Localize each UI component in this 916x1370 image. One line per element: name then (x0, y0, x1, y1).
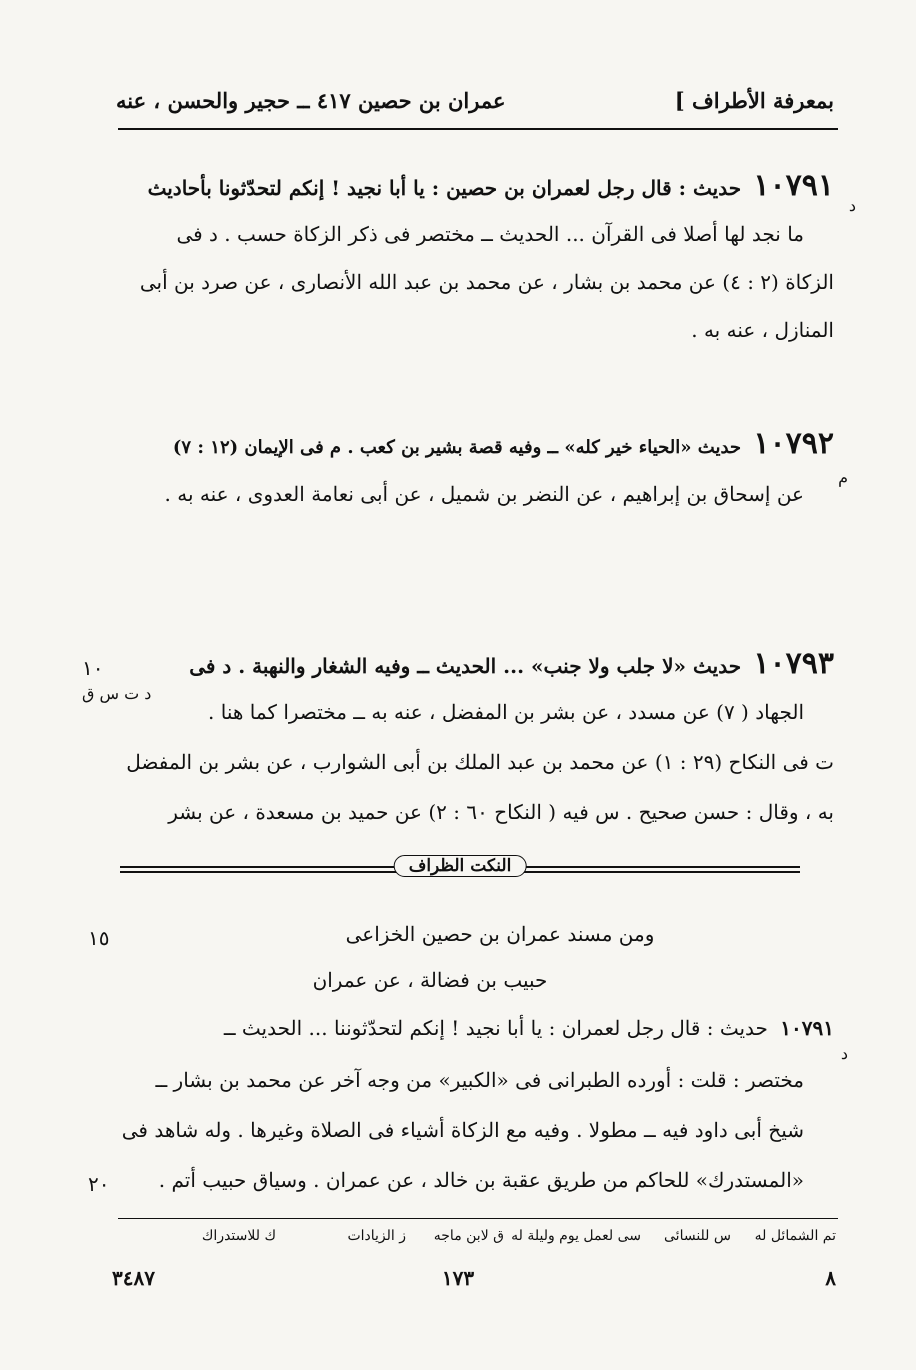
hadith-text-line: ما نجد لها أصلا فى القرآن ... الحديث ــ مختصر فى ذكر الزكاة حسب . د فى (176, 222, 804, 246)
abbreviation-item: سى لعمل يوم وليلة له (511, 1228, 641, 1244)
hadith-text-line: حديث «لا جلب ولا جنب» ... الحديث ــ وفيه الشغار والنهبة . د فى (189, 654, 742, 678)
hadith-entry-10792 (173, 426, 834, 461)
abbreviation-item: س للنسائى (664, 1228, 731, 1244)
hadith-number: ١٠٧٩١ (780, 1016, 834, 1040)
hadith-text-line: حديث «الحياء خير كله» ــ وفيه قصة بشير بن كعب . م فى الإيمان (١٢ : ٧) (172, 437, 742, 458)
nukat-text-line: شيخ أبى داود فيه ــ مطولا . وفيه مع الزكاة أشياء فى الصلاة وغيرها . وله شاهد فى (121, 1118, 804, 1142)
hadith-number: ١٠٧٩٢ (753, 426, 834, 461)
hadith-entry-10791 (148, 168, 834, 203)
header-section-title: عمران بن حصين ٤١٧ ــ حجير والحسن ، عنه (116, 88, 506, 113)
nukat-text-line: مختصر : قلت : أورده الطبرانى فى «الكبير» من وجه آخر عن محمد بن بشار ــ (155, 1068, 804, 1092)
nukat-text-line: حديث : قال رجل لعمران : يا أبا نجيد ! إنكم لتحدّثوننا ... الحديث ــ (223, 1016, 768, 1040)
siglum-marker: د (840, 1044, 848, 1063)
abbreviation-item: تم الشمائل له (754, 1228, 836, 1244)
abbreviation-item: ز الزيادات (347, 1228, 406, 1244)
hadith-text-line: به ، وقال : حسن صحيح . س فيه ( النكاح ٦٠ : ٢) عن حميد بن مسعدة ، عن بشر (168, 800, 834, 824)
hadith-number: ١٠٧٩١ (753, 168, 834, 203)
hadith-text-line: عن إسحاق بن إبراهيم ، عن النضر بن شميل ، عن أبى نعامة العدوى ، عنه به . (164, 482, 804, 506)
header-rule (118, 128, 838, 130)
serial-number: ٣٤٨٧ (112, 1266, 155, 1290)
hadith-text-line: ت فى النكاح (٢٩ : ١) عن محمد بن عبد الملك بن أبى الشوارب ، عن بشر بن المفضل (126, 750, 834, 774)
header-book-title: بمعرفة الأطراف ] (674, 88, 834, 113)
nukat-subheading: حبيب بن فضالة ، عن عمران (312, 968, 548, 992)
nukat-text-line: «المستدرك» للحاكم من طريق عقبة بن خالد ، عن عمران . وسياق حبيب أتم . (158, 1168, 804, 1192)
hadith-text-line: الزكاة (٢ : ٤) عن محمد بن بشار ، عن محمد بن عبد الله الأنصارى ، عن صرد بن أبى (139, 270, 834, 294)
line-number-margin: ١٠ (82, 656, 104, 680)
abbreviation-item: ق لابن ماجه (433, 1228, 504, 1244)
nukat-title: النكت الظراف (394, 855, 527, 877)
hadith-entry-10793 (189, 646, 834, 681)
siglum-marker: م (838, 468, 848, 487)
page-number: ١٧٣ (441, 1266, 475, 1290)
footnote-rule (118, 1218, 838, 1219)
hadith-number: ١٠٧٩٣ (753, 646, 834, 681)
hadith-text-line: المنازل ، عنه به . (691, 318, 834, 342)
nukat-entry-10791 (224, 1016, 834, 1040)
nukat-heading: ومن مسند عمران بن حصين الخزاعى (345, 922, 655, 946)
line-number-margin: ١٥ (88, 926, 110, 950)
siglum-marker: د ت س ق (82, 684, 152, 703)
siglum-marker: د (848, 196, 856, 215)
hadith-text-line: الجهاد ( ٧) عن مسدد ، عن بشر بن المفضل ، عنه به ــ مختصرا كما هنا . (208, 700, 804, 724)
hadith-text-line: حديث : قال رجل لعمران بن حصين : يا أبا نجيد ! إنكم لتحدّثونا بأحاديث (147, 176, 742, 200)
nukat-divider (120, 855, 800, 883)
volume-number: ٨ (825, 1266, 836, 1290)
abbreviation-item: ك للاستدراك (201, 1228, 276, 1244)
line-number-margin: ٢٠ (88, 1172, 110, 1196)
